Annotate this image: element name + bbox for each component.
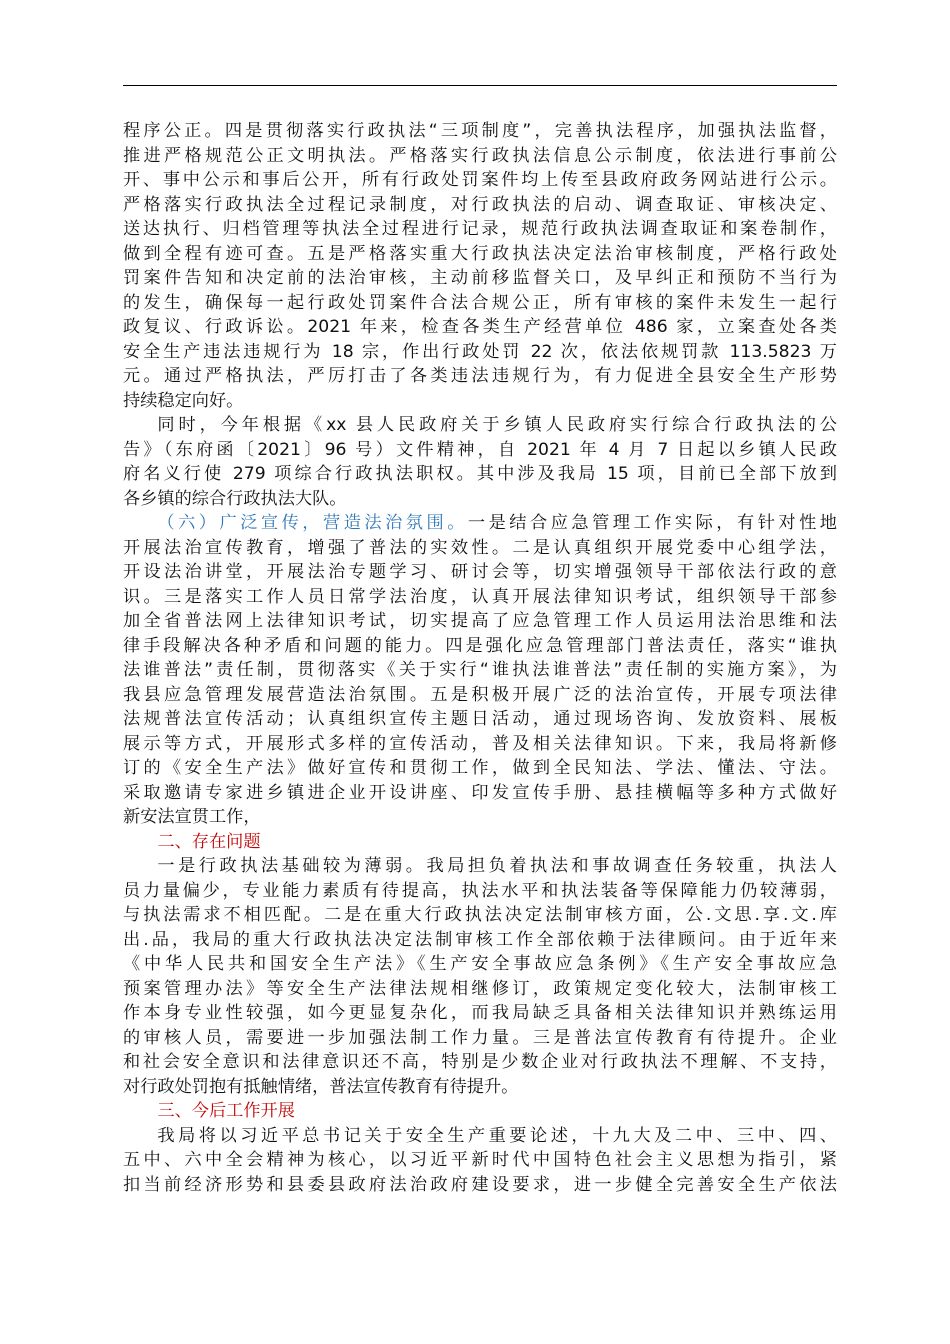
text-line: 加全省普法网上法律知识考试，切实提高了应急管理工作人员运用法治思维和法 <box>123 611 837 631</box>
text-line: 程序公正。四是贯彻落实行政执法“三项制度”，完善执法程序，加强执法监督， <box>123 121 837 141</box>
section-title: 二、存在问题 <box>157 831 261 852</box>
text-line: 作本身专业性较强，如今更显复杂化，而我局缺乏具备相关法律知识并熟练运用 <box>123 1003 837 1023</box>
text-line: 罚案件告知和决定前的法治审核，主动前移监督关口，及早纠正和预防不当行为 <box>123 268 837 288</box>
paragraph-3 <box>123 511 837 830</box>
text-line: 《中华人民共和国安全生产法》《生产安全事故应急条例》《生产安全事故应急 <box>123 954 837 974</box>
text-line: 展示等方式，开展形式多样的宣传活动，普及相关法律知识。下来，我局将新修 <box>123 733 837 754</box>
text-line: 订的《安全生产法》做好宣传和贯彻工作，做到全民知法、学法、懂法、守法。 <box>123 758 837 778</box>
text-line: 与执法需求不相匹配。二是在重大行政执法决定法制审核方面，公.文思.享.文.库 <box>123 905 837 925</box>
text-line: 一是行政执法基础较为薄弱。我局担负着执法和事故调查任务较重，执法人 <box>157 856 837 876</box>
text-line: 元。通过严格执法，严厉打击了各类违法违规行为，有力促进全县安全生产形势 <box>123 366 837 386</box>
document-body <box>123 119 837 1197</box>
section-heading-future-work <box>123 1099 837 1124</box>
text-line: 出.品，我局的重大行政执法决定法制审核工作全部依赖于法律顾问。由于近年来 <box>123 929 837 950</box>
section-heading-problems <box>123 830 837 855</box>
text-line: 我县应急管理发展营造法治氛围。五是积极开展广泛的法治宣传，开展专项法律 <box>123 684 837 705</box>
text-line: 法规普法宣传活动；认真组织宣传主题日活动，通过现场咨询、发放资料、展板 <box>123 709 837 729</box>
text-line: 安全生产违法违规行为 18 宗，作出行政处罚 22 次，依法依规罚款 113.5823 万 <box>123 341 837 362</box>
text-run: 一是结合应急管理工作实际，有针对性地 <box>467 513 837 533</box>
text-line: 扣当前经济形势和县委县政府法治政府建设要求，进一步健全完善安全生产依法 <box>123 1174 837 1195</box>
text-line: 采取邀请专家进乡镇进企业开设讲座、印发宣传手册、悬挂横幅等多种方式做好 <box>123 782 837 803</box>
text-line: 推进严格规范公正文明执法。严格落实行政执法信息公示制度，依法进行事前公 <box>123 145 837 166</box>
text-line: 和社会安全意识和法律意识还不高，特别是少数企业对行政执法不理解、不支持， <box>123 1052 837 1072</box>
text-line: 五中、六中全会精神为核心，以习近平新时代中国特色社会主义思想为指引，紧 <box>123 1150 837 1170</box>
text-line: 开、事中公示和事后公开，所有行政处罚案件均上传至县政府政务网站进行公示。 <box>123 170 837 190</box>
text-line: 送达执行、归档管理等执法全过程进行记录，规范行政执法调查取证和案卷制作， <box>123 219 837 239</box>
text-line: 开展法治宣传教育，增强了普法的实效性。二是认真组织开展党委中心组学法， <box>123 537 837 558</box>
text-line: 各乡镇的综合行政执法大队。 <box>123 488 347 509</box>
paragraph-5 <box>123 1124 837 1198</box>
text-line: 做到全程有迹可查。五是严格落实重大行政执法决定法治审核制度，严格行政处 <box>123 243 837 264</box>
text-line: 新安法宣贯工作， <box>123 807 261 827</box>
section-title: 三、今后工作开展 <box>157 1101 295 1121</box>
paragraph-1 <box>123 119 837 413</box>
text-line: 法谁普法”责任制，贯彻落实《关于实行“谁执法谁普法”责任制的实施方案》，为 <box>123 660 837 680</box>
subsection-heading: （六）广泛宣传，营造法治氛围。 <box>157 513 468 533</box>
text-line: 开设法治讲堂，开展法治专题学习、研讨会等，切实增强领导干部依法行政的意 <box>123 562 837 582</box>
header-rule <box>123 85 837 86</box>
text-line: 同时，今年根据《xx 县人民政府关于乡镇人民政府实行综合行政执法的公 <box>157 415 837 435</box>
text-line: 的审核人员，需要进一步加强法制工作力量。三是普法宣传教育有待提升。企业 <box>123 1027 837 1048</box>
text-line: 对行政处罚抱有抵触情绪，普法宣传教育有待提升。 <box>123 1076 519 1097</box>
text-line: 严格落实行政执法全过程记录制度，对行政执法的启动、调查取证、审核决定、 <box>123 194 837 215</box>
paragraph-4 <box>123 854 837 1099</box>
text-line: 律手段解决各种矛盾和问题的能力。四是强化应急管理部门普法责任，落实“谁执 <box>123 635 837 656</box>
paragraph-2 <box>123 413 837 511</box>
text-line: 的发生，确保每一起行政处罚案件合法合规公正，所有审核的案件未发生一起行 <box>123 292 837 313</box>
text-line: 持续稳定向好。 <box>123 390 244 411</box>
text-line: 我局将以习近平总书记关于安全生产重要论述，十九大及二中、三中、四、 <box>157 1125 837 1146</box>
text-line: 预案管理办法》等安全生产法律法规相继修订，政策规定变化较大，法制审核工 <box>123 978 837 999</box>
text-line: 告》（东府函〔2021〕96 号）文件精神，自 2021 年 4 月 7 日起以乡镇人民政 <box>123 439 837 460</box>
text-line: 政复议、行政诉讼。2021 年来，检查各类生产经营单位 486 家，立案查处各类 <box>123 317 837 337</box>
text-line <box>123 511 837 536</box>
text-line: 员力量偏少，专业能力素质有待提高，执法水平和执法装备等保障能力仍较薄弱， <box>123 880 837 901</box>
text-line: 识。三是落实工作人员日常学法治度，认真开展法律知识考试，组织领导干部参 <box>123 586 837 607</box>
text-line: 府名义行使 279 项综合行政执法职权。其中涉及我局 15 项，目前已全部下放到 <box>123 464 837 484</box>
